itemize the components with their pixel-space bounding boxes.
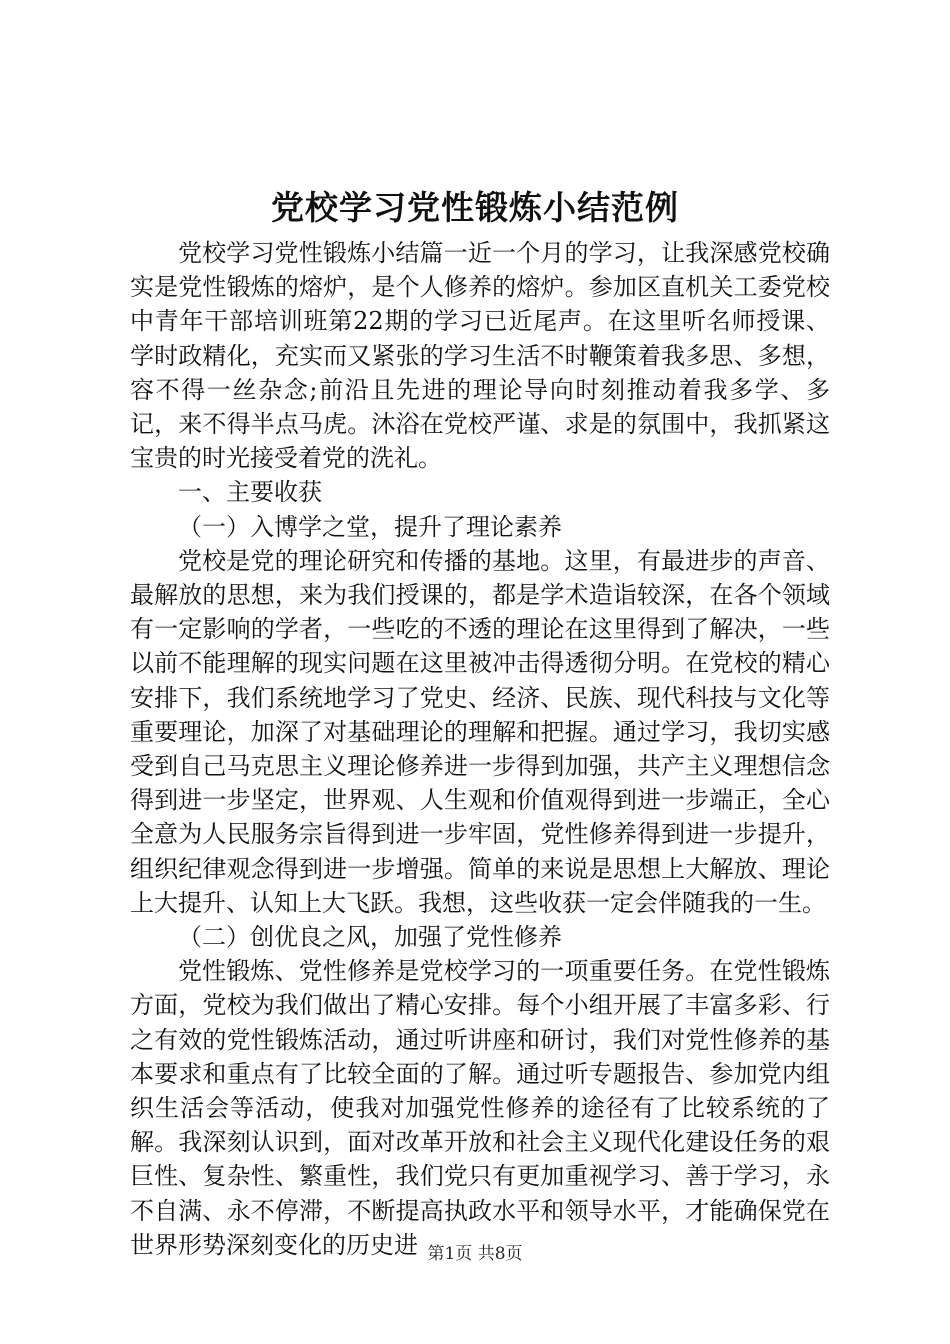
paragraph-party-spirit: 党性锻炼、党性修养是党校学习的一项重要任务。在党性锻炼方面，党校为我们做出了精心安排。每个小组开展了丰富多彩、行之有效的党性锻炼活动，通过听讲座和研讨，我们对党性修养的基本要求和重点有了比较全面的了解。通过听专题报告、参加党内组织生活会等活动，使我对加强党性修养的途径有了比较系统的了解。我深刻认识到，面对改革开放和社会主义现代化建设任务的艰巨性、复杂性、繁重性，我们党只有更加重视学习、善于学习，永不自满、永不停滞，不断提高执政水平和领导水平，才能确保党在世界形势深刻变化的历史进 xyxy=(130,957,830,1259)
document-body xyxy=(130,236,830,1262)
page-number-footer: 第1页 共8页 xyxy=(427,1244,523,1264)
subsection-heading-theory: （一）入博学之堂，提升了理论素养 xyxy=(178,512,562,541)
subsection-heading-party-spirit: （二）创优良之风，加强了党性修养 xyxy=(178,923,562,952)
paragraph-intro: 党校学习党性锻炼小结篇一近一个月的学习，让我深感党校确实是党性锻炼的熔炉，是个人修养的熔炉。参加区直机关工委党校中青年干部培训班第22期的学习已近尾声。在这里听名师授课、学时政精化，充实而又紧张的学习生活不时鞭策着我多思、多想，容不得一丝杂念;前沿且先进的理论导向时刻推动着我多学、多记，来不得半点马虎。沐浴在党校严谨、求是的氛围中，我抓紧这宝贵的时光接受着党的洗礼。 xyxy=(130,239,830,473)
page-title: 党校学习党性锻炼小结范例 xyxy=(271,188,679,227)
section-heading-main-gains: 一、主要收获 xyxy=(178,478,322,507)
paragraph-theory: 党校是党的理论研究和传播的基地。这里，有最进步的声音、最解放的思想，来为我们授课的，都是学术造诣较深，在各个领域有一定影响的学者，一些吃的不透的理论在这里得到了解决，一些以前不能理解的现实问题在这里被冲击得透彻分明。在党校的精心安排下，我们系统地学习了党史、经济、民族、现代科技与文化等重要理论，加深了对基础理论的理解和把握。通过学习，我切实感受到自己马克思主义理论修养进一步得到加强，共产主义理想信念得到进一步坚定，世界观、人生观和价值观得到进一步端正，全心全意为人民服务宗旨得到进一步牢固，党性修养得到进一步提升，组织纪律观念得到进一步增强。简单的来说是思想上大解放、理论上大提升、认知上大飞跃。我想，这些收获一定会伴随我的一生。 xyxy=(130,546,830,917)
